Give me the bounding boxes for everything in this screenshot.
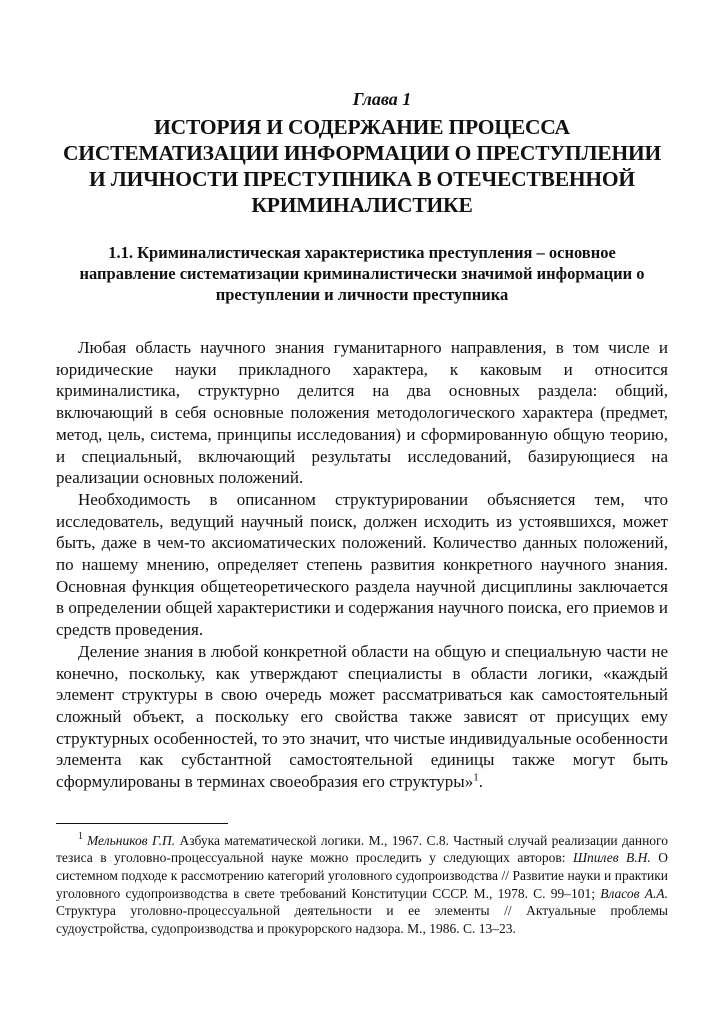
footnote-divider [56,823,228,824]
paragraph-3-text: Деление знания в любой конкретной области на общую и специальную части не конечно, поскольку, как утверждают специалисты в области логики, «каждый элемент структуры в свою очередь может рассматриваться как самостоятельный сложный объект, а поскольку его свойства также зависят от присущих ему структурных особенностей, то это значит, что чистые индивидуальные особенности элемента как субстантной самостоятельной единицы также могут быть сформулированы в терминах своеобразия его структуры» [56,641,668,792]
footnote-author-3: Власов А.А. [600,885,668,901]
chapter-title: ИСТОРИЯ И СОДЕРЖАНИЕ ПРОЦЕССА СИСТЕМАТИЗАЦИИ ИНФОРМАЦИИ О ПРЕСТУПЛЕНИИ И ЛИЧНОСТИ ПРЕСТУПНИКА В ОТЕЧЕСТВЕННОЙ КРИМИНАЛИСТИКЕ [62,115,662,217]
footnote-reference[interactable]: 1 [473,771,479,784]
paragraph-2: Необходимость в описанном структурировании объясняется тем, что исследователь, ведущий научный поиск, должен исходить из устоявшихся, может быть, даже в чем-то аксиоматических положений. Количество данных положений, по нашему мнению, определяет степень развития конкретного научного знания. Основная функция общетеоретического раздела научной дисциплины заключается в определении общей характеристики и содержания научного поиска, его приемов и средств проведения. [56,489,668,640]
footnote-author-2: Шпилев В.Н. [572,850,651,866]
paragraph-1: Любая область научного знания гуманитарного направления, в том числе и юридические науки прикладного характера, к каковым и относится криминалистика, структурно делится на два основных раздела: общий, включающий в себя основные положения методологического характера (предмет, метод, цель, система, принципы исследования) и сформированную общую теорию, и специальный, включающий результаты исследований, базирующиеся на реализации основных положений. [56,338,668,488]
footnote [56,832,668,938]
footnote-text-3: Структура уголовно-процессуальной деятельности и ее элементы // Актуальные проблемы судоустройства, судопроизводства и прокурорского надзора. М., 1986. С. 13–23. [56,903,668,936]
footnote-text-1: Азбука математической логики. М., 1967. С.8. Частный случай реализации данного тезиса в уголовно-процессуальной науке можно проследить у следующих авторов: [56,832,669,866]
footnote-mark: 1 [78,831,83,843]
section-title: 1.1. Криминалистическая характеристика преступления – основное направление систематизации криминалистически значимой информации о преступлении и личности преступника [79,243,645,304]
chapter-label: Глава 1 [352,89,412,109]
paragraph-3 [56,641,668,793]
body-text [56,337,668,793]
paragraph-3-end: . [478,772,483,792]
footnote-author-1: Мельников Г.П. [87,832,176,848]
footnote-text-2: О системном подходе к рассмотрению категорий уголовного судопроизводства // Развитие науки и практики уголовного судопроизводства в свете требований Конституции СССР. М., 1978. С. 99–101; [56,850,668,901]
book-page [56,88,668,937]
